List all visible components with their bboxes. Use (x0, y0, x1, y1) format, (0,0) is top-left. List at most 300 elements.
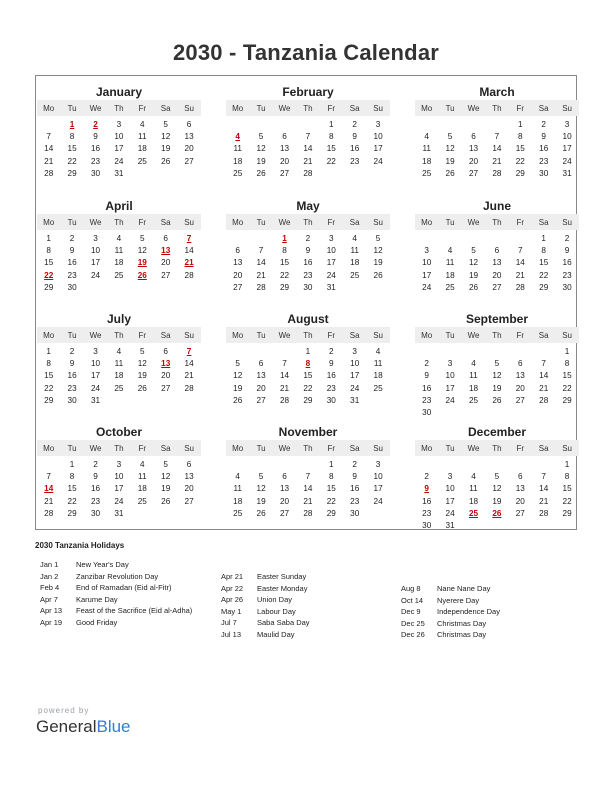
day-cell: 18 (137, 484, 147, 494)
holiday-column (401, 584, 500, 642)
day-cell: 5 (258, 472, 264, 482)
day-cell: 4 (471, 359, 476, 369)
day-cell: 13 (279, 484, 290, 494)
day-cell: 5 (494, 472, 500, 482)
weekday-label: Sa (349, 104, 360, 113)
day-cell: 27 (161, 383, 171, 393)
day-cell: 23 (422, 508, 432, 518)
day-cell: 16 (90, 144, 101, 154)
day-cell: 20 (161, 258, 171, 268)
weekday-header (415, 327, 579, 343)
weekday-label: Mo (43, 331, 55, 340)
holiday-row (40, 606, 192, 618)
day-cell: 2 (541, 120, 546, 129)
day-cell: 2 (69, 234, 75, 243)
day-cell: 2 (424, 359, 429, 369)
day-cell: 30 (326, 395, 336, 405)
day-cell: 8 (46, 359, 51, 369)
day-cell: 16 (350, 144, 360, 154)
day-cell: 30 (90, 168, 101, 178)
holiday-day-cell: 8 (305, 359, 311, 369)
day-cell: 26 (373, 270, 383, 280)
weekday-label: Su (184, 444, 194, 453)
day-cell: 23 (67, 270, 77, 280)
day-cell: 23 (422, 395, 432, 405)
day-cell: 6 (518, 472, 523, 482)
weekday-label: Su (562, 218, 572, 227)
weekday-label: Fr (327, 218, 336, 227)
holiday-date: Apr 21 (221, 572, 244, 581)
day-cell: 2 (329, 347, 334, 356)
holiday-date: Dec 9 (401, 607, 421, 616)
holiday-row (401, 630, 500, 642)
holiday-date: Dec 26 (401, 630, 425, 639)
day-cell: 17 (373, 484, 383, 494)
day-cell: 31 (562, 168, 572, 178)
day-cell: 13 (515, 484, 525, 494)
day-cell: 3 (352, 347, 357, 356)
day-cell: 15 (539, 258, 549, 268)
weekday-label: Su (562, 444, 572, 453)
day-cell: 11 (138, 472, 147, 482)
day-cell: 30 (422, 521, 432, 530)
holiday-row (401, 596, 500, 608)
day-cell: 27 (515, 395, 525, 405)
day-cell: 4 (447, 246, 453, 256)
holiday-row (401, 607, 500, 619)
day-cell: 17 (90, 371, 101, 381)
day-cell: 27 (233, 282, 243, 292)
weekday-label: Tu (445, 218, 455, 227)
day-cell: 27 (184, 156, 194, 166)
weekday-label: Sa (160, 444, 171, 453)
day-cell: 1 (564, 347, 570, 356)
day-cell: 19 (492, 383, 502, 393)
day-cell: 25 (114, 270, 124, 280)
day-cell: 21 (184, 371, 194, 381)
day-cell: 14 (303, 144, 313, 154)
holiday-row (40, 595, 192, 607)
day-cell: 10 (445, 371, 455, 381)
day-cell: 2 (69, 347, 75, 356)
day-cell: 6 (518, 359, 523, 369)
day-cell: 4 (235, 472, 240, 482)
day-cell: 20 (492, 270, 502, 280)
day-cell: 24 (90, 383, 101, 393)
day-cell: 13 (492, 258, 502, 268)
day-cell: 6 (186, 460, 192, 469)
day-cell: 29 (562, 508, 572, 518)
day-cell: 18 (350, 258, 360, 268)
weekday-header (226, 100, 390, 116)
day-cell: 8 (541, 246, 546, 256)
day-cell: 14 (492, 144, 502, 154)
day-cell: 26 (256, 168, 266, 178)
weekday-label: We (89, 331, 102, 340)
day-cell: 12 (492, 371, 502, 381)
day-cell: 16 (422, 383, 432, 393)
day-cell: 24 (445, 508, 455, 518)
weekday-label: Fr (516, 444, 525, 453)
day-cell: 21 (303, 496, 313, 506)
day-cell: 4 (116, 347, 122, 356)
day-cell: 18 (373, 371, 383, 381)
day-cell: 12 (256, 484, 266, 494)
day-cell: 30 (303, 282, 313, 292)
holiday-name: Karume Day (76, 594, 118, 604)
day-cell: 6 (282, 472, 287, 482)
day-cell: 28 (515, 282, 525, 292)
day-cell: 31 (326, 282, 336, 292)
day-cell: 4 (140, 460, 145, 469)
weekday-label: Th (114, 104, 124, 113)
weekday-label: Tu (256, 218, 266, 227)
day-cell: 7 (305, 472, 311, 482)
day-cell: 5 (258, 132, 264, 142)
day-cell: 16 (562, 258, 572, 268)
weekday-label: Fr (138, 444, 147, 453)
day-cell: 27 (279, 168, 290, 178)
brand-blue: Blue (96, 717, 131, 736)
day-cell: 19 (137, 371, 147, 381)
day-cell: 22 (515, 156, 525, 166)
day-cell: 11 (233, 484, 242, 494)
weekday-header (226, 440, 390, 456)
weekday-label: Tu (67, 104, 77, 113)
day-cell: 3 (93, 347, 98, 356)
day-cell: 26 (445, 168, 455, 178)
day-cell: 8 (46, 246, 51, 256)
day-cell: 7 (541, 472, 546, 482)
day-cell: 23 (90, 496, 101, 506)
day-cell: 5 (163, 460, 168, 469)
weekday-label: Sa (160, 218, 171, 227)
day-cell: 8 (329, 132, 334, 142)
day-cell: 27 (492, 282, 502, 292)
weekday-label: We (278, 218, 291, 227)
day-cell: 24 (373, 496, 383, 506)
month-december (415, 416, 579, 530)
day-cell: 9 (352, 132, 357, 142)
day-cell: 9 (69, 359, 75, 369)
day-cell: 13 (279, 144, 290, 154)
holiday-name: Christmas Day (437, 618, 487, 628)
holiday-name: Zanzibar Revolution Day (76, 571, 159, 581)
weekday-header (37, 440, 201, 456)
day-cell: 16 (350, 484, 360, 494)
weekday-label: Mo (43, 104, 55, 113)
day-cell: 12 (445, 144, 455, 154)
day-cell: 24 (562, 156, 572, 166)
day-cell: 16 (326, 371, 336, 381)
day-cell: 27 (515, 508, 525, 518)
day-cell: 18 (468, 496, 479, 506)
day-cell: 11 (469, 484, 478, 494)
month-name: September (465, 312, 529, 326)
holiday-date: Apr 22 (221, 583, 244, 593)
day-cell: 18 (422, 156, 432, 166)
holiday-date: Jan 1 (40, 560, 59, 569)
day-cell: 21 (492, 156, 502, 166)
day-cell: 6 (186, 120, 192, 129)
day-cell: 10 (373, 132, 383, 142)
weekday-label: We (467, 331, 480, 340)
holiday-day-cell: 1 (69, 120, 75, 129)
holiday-date: Apr 13 (40, 606, 63, 615)
day-cell: 28 (256, 282, 266, 292)
day-cell: 20 (256, 383, 266, 393)
weekday-label: Sa (538, 218, 549, 227)
holiday-name: Saba Saba Day (257, 618, 310, 627)
weekday-label: We (467, 104, 480, 113)
month-january (37, 76, 201, 180)
holiday-name: New Year's Day (76, 560, 129, 569)
holiday-day-cell: 26 (492, 508, 502, 518)
weekday-label: Sa (160, 331, 171, 340)
day-cell: 23 (539, 156, 549, 166)
day-cell: 29 (67, 168, 77, 178)
day-cell: 3 (447, 472, 453, 482)
day-cell: 22 (562, 496, 572, 506)
day-cell: 17 (90, 258, 101, 268)
day-cell: 30 (350, 508, 360, 518)
day-cell: 31 (114, 508, 124, 518)
day-cell: 27 (279, 508, 290, 518)
weekday-label: Fr (138, 331, 147, 340)
day-cell: 24 (445, 395, 455, 405)
holiday-name: Feast of the Sacrifice (Eid al-Adha) (76, 606, 193, 615)
day-cell: 6 (163, 234, 168, 243)
day-cell: 10 (90, 246, 101, 256)
day-cell: 30 (67, 395, 77, 405)
day-cell: 22 (279, 270, 290, 280)
weekday-label: We (89, 218, 102, 227)
day-cell: 24 (114, 156, 124, 166)
month-october (37, 416, 201, 520)
day-cell: 25 (468, 395, 479, 405)
day-cell: 21 (44, 496, 54, 506)
day-cell: 24 (350, 383, 360, 393)
day-cell: 9 (564, 246, 570, 256)
weekday-label: Sa (538, 331, 549, 340)
weekday-label: We (278, 444, 291, 453)
weekday-label: Sa (538, 444, 549, 453)
weekday-label: Fr (516, 104, 525, 113)
day-cell: 30 (90, 508, 101, 518)
day-cell: 15 (562, 371, 572, 381)
holiday-date: Jul 13 (221, 629, 242, 639)
month-march (415, 76, 579, 180)
day-cell: 6 (471, 132, 476, 142)
weekday-label: We (89, 104, 102, 113)
weekday-label: We (278, 331, 291, 340)
holiday-row (40, 572, 192, 584)
day-cell: 25 (137, 496, 147, 506)
day-cell: 3 (329, 234, 334, 243)
day-cell: 24 (326, 270, 336, 280)
day-cell: 19 (373, 258, 383, 268)
day-cell: 17 (422, 270, 432, 280)
day-cell: 15 (515, 144, 525, 154)
weekday-label: Sa (349, 444, 360, 453)
weekday-label: Tu (256, 104, 266, 113)
day-cell: 2 (305, 234, 311, 243)
day-cell: 7 (305, 132, 311, 142)
holiday-day-cell: 21 (184, 258, 194, 268)
day-cell: 12 (137, 359, 147, 369)
day-cell: 13 (256, 371, 266, 381)
weekday-label: Tu (445, 104, 455, 113)
day-cell: 31 (350, 395, 360, 405)
day-cell: 14 (279, 371, 290, 381)
day-cell: 22 (326, 156, 336, 166)
day-cell: 3 (564, 120, 570, 129)
holidays-title: 2030 Tanzania Holidays (35, 541, 125, 550)
day-cell: 12 (161, 472, 171, 482)
day-cell: 26 (468, 282, 479, 292)
holiday-date: Dec 25 (401, 618, 425, 628)
month-name: February (282, 85, 334, 99)
day-cell: 15 (67, 484, 77, 494)
weekday-label: Th (492, 104, 502, 113)
holiday-day-cell: 2 (93, 120, 98, 129)
day-cell: 15 (279, 258, 290, 268)
day-cell: 22 (539, 270, 549, 280)
day-cell: 5 (447, 132, 453, 142)
day-cell: 2 (352, 120, 357, 129)
weekday-label: Th (114, 331, 124, 340)
month-april (37, 190, 201, 294)
day-cell: 21 (279, 383, 290, 393)
day-cell: 6 (258, 359, 264, 369)
day-cell: 29 (515, 168, 525, 178)
day-cell: 18 (114, 371, 124, 381)
holiday-date: Apr 19 (40, 617, 63, 627)
day-cell: 8 (329, 472, 334, 482)
day-cell: 23 (326, 383, 336, 393)
holiday-date: Jan 2 (40, 571, 59, 581)
weekday-label: Su (562, 104, 572, 113)
holiday-row (40, 583, 192, 595)
month-name: November (278, 425, 338, 439)
day-cell: 9 (352, 472, 357, 482)
day-cell: 24 (90, 270, 101, 280)
day-cell: 29 (562, 395, 572, 405)
day-cell: 31 (114, 168, 124, 178)
day-cell: 20 (468, 156, 479, 166)
weekday-label: Mo (421, 104, 433, 113)
day-cell: 7 (258, 246, 264, 256)
weekday-label: Th (303, 444, 313, 453)
day-cell: 28 (44, 168, 54, 178)
day-cell: 15 (562, 484, 572, 494)
weekday-label: Mo (421, 218, 433, 227)
day-cell: 9 (93, 132, 98, 142)
day-cell: 22 (67, 156, 77, 166)
holiday-day-cell: 26 (137, 270, 147, 280)
day-cell: 18 (114, 258, 124, 268)
day-cell: 7 (282, 359, 287, 369)
day-cell: 22 (303, 383, 313, 393)
day-cell: 24 (373, 156, 383, 166)
weekday-header (415, 100, 579, 116)
day-cell: 18 (137, 144, 147, 154)
day-cell: 20 (184, 144, 194, 154)
weekday-label: Mo (421, 331, 433, 340)
day-cell: 22 (67, 496, 77, 506)
day-cell: 6 (163, 347, 168, 356)
day-cell: 9 (329, 359, 334, 369)
day-cell: 28 (303, 508, 313, 518)
holiday-day-cell: 13 (161, 359, 171, 369)
day-cell: 27 (184, 496, 194, 506)
day-cell: 21 (44, 156, 54, 166)
weekday-label: Sa (349, 218, 360, 227)
day-cell: 4 (140, 120, 145, 129)
day-cell: 1 (69, 460, 75, 469)
day-cell: 19 (256, 156, 266, 166)
weekday-label: Fr (138, 104, 147, 113)
day-cell: 21 (539, 496, 549, 506)
weekday-label: We (467, 218, 480, 227)
day-cell: 10 (562, 132, 572, 142)
day-cell: 20 (233, 270, 243, 280)
day-cell: 17 (326, 258, 336, 268)
weekday-label: Fr (327, 104, 336, 113)
day-cell: 7 (518, 246, 523, 256)
day-cell: 30 (539, 168, 549, 178)
day-cell: 17 (445, 383, 455, 393)
day-cell: 28 (303, 168, 313, 178)
day-cell: 22 (44, 383, 54, 393)
weekday-header (37, 214, 201, 230)
weekday-label: Su (184, 331, 194, 340)
day-cell: 5 (494, 359, 500, 369)
day-cell: 19 (161, 144, 171, 154)
weekday-header (37, 100, 201, 116)
day-cell: 17 (350, 371, 360, 381)
day-cell: 16 (539, 144, 549, 154)
holiday-day-cell: 4 (235, 132, 240, 142)
page-title: 2030 - Tanzania Calendar (172, 40, 440, 65)
day-cell: 8 (282, 246, 287, 256)
day-cell: 3 (116, 460, 122, 469)
day-cell: 9 (69, 246, 75, 256)
day-cell: 22 (326, 496, 336, 506)
day-cell: 29 (539, 282, 549, 292)
day-cell: 18 (233, 156, 243, 166)
day-cell: 5 (235, 359, 240, 369)
weekday-header (226, 214, 390, 230)
weekday-label: Th (114, 444, 124, 453)
day-cell: 29 (303, 395, 313, 405)
day-cell: 1 (305, 347, 311, 356)
day-cell: 19 (468, 270, 479, 280)
day-cell: 1 (329, 460, 334, 469)
holiday-date: Feb 4 (40, 583, 60, 592)
day-cell: 5 (140, 347, 145, 356)
day-cell: 15 (303, 371, 313, 381)
day-cell: 31 (445, 521, 455, 530)
day-cell: 3 (424, 246, 429, 256)
weekday-label: Fr (138, 218, 147, 227)
day-cell: 11 (422, 144, 431, 154)
weekday-header (226, 327, 390, 343)
day-cell: 26 (161, 156, 171, 166)
day-cell: 20 (184, 484, 194, 494)
generalblue-logo[interactable] (36, 717, 131, 737)
day-cell: 15 (44, 371, 54, 381)
